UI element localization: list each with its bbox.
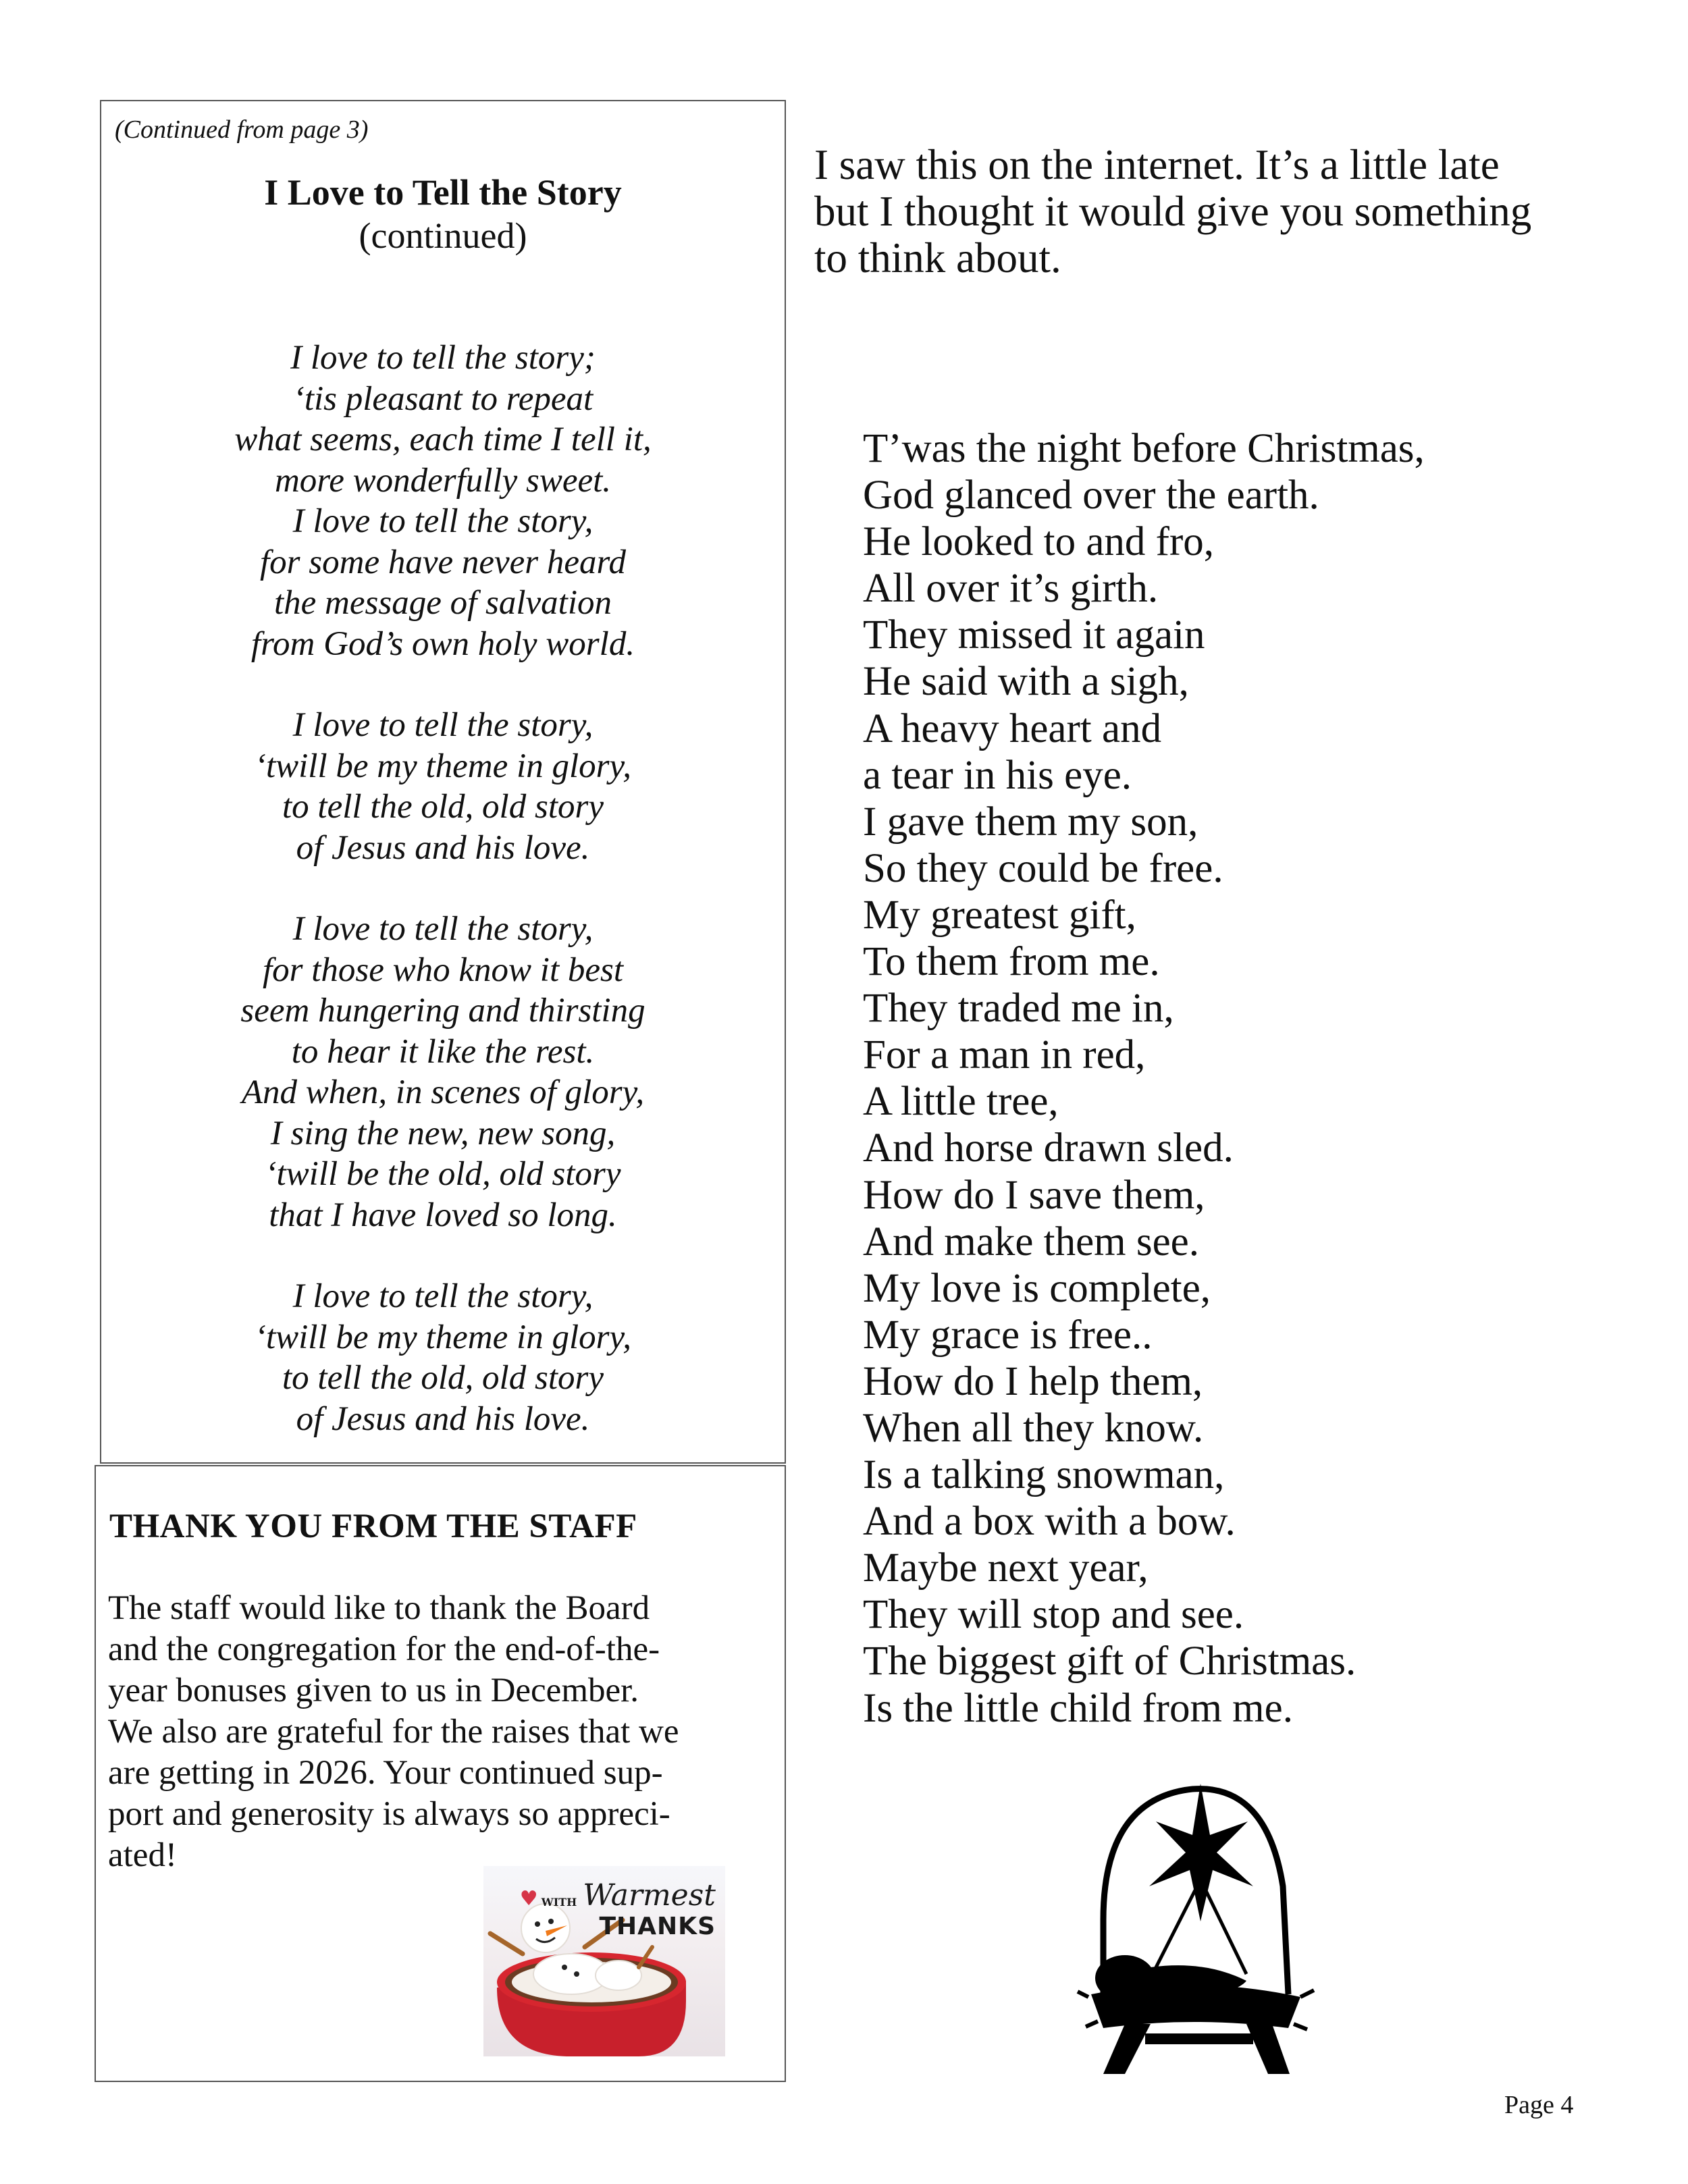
continued-from-note: (Continued from page 3) [115,115,369,144]
poem-line: How do I save them, [863,1172,1205,1218]
poem-line: My love is complete, [863,1265,1211,1311]
hymn-line: ‘twill be my theme in glory, [254,747,632,785]
poem-line: And a box with a bow. [863,1499,1236,1545]
warmest-label: Warmest [583,1878,716,1913]
poem-line: T’was the night before Christmas, [863,426,1425,471]
hymn-line: to tell the old, old story [282,1359,604,1397]
poem-line: They traded me in, [863,986,1174,1032]
poem-line: They will stop and see. [863,1592,1244,1638]
page-number: Page 4 [1504,2091,1574,2119]
warmest-thanks-lettering [519,1878,716,1940]
thanks-label: THANKS [599,1913,716,1940]
poem-line: He looked to and fro, [863,519,1215,565]
heart-icon: ♥ [519,1887,538,1911]
thanks-line: We also are grateful for the raises that we [108,1713,679,1751]
thanks-line: year bonuses given to us in December. [108,1672,639,1709]
hymn-line: to hear it like the rest. [291,1032,595,1071]
hymn-line: I love to tell the story, [292,706,594,744]
thanks-heading: THANK YOU FROM THE STAFF [109,1508,637,1545]
nativity-manger-icon [1024,1751,1352,2078]
warmest-thanks-snowman-image [483,1866,725,2056]
thanks-line: port and generosity is always so appreci- [108,1795,670,1833]
poem-line: a tear in his eye. [863,752,1132,798]
hymn-line: of Jesus and his love. [296,828,590,867]
poem-line: Maybe next year, [863,1545,1149,1591]
hymn-line: ‘twill be the old, old story [265,1155,621,1193]
hymn-line: of Jesus and his love. [296,1400,590,1438]
hymn-line: I love to tell the story, [292,1277,594,1315]
poem-line: Is the little child from me. [863,1685,1293,1731]
hymn-line: I love to tell the story, [292,910,594,948]
thanks-line: The staff would like to thank the Board [108,1589,650,1627]
poem-line: How do I help them, [863,1358,1203,1404]
poem-line: My grace is free.. [863,1312,1153,1358]
poem-line: The biggest gift of Christmas. [863,1639,1356,1684]
poem-line: All over it’s girth. [863,566,1159,612]
intro-paragraph [814,142,1652,282]
hymn-stanza-2 [101,705,785,868]
hymn-stanza-3 [101,909,785,1235]
poem-line: When all they know. [863,1405,1204,1451]
thanks-line: ated! [108,1836,177,1874]
poem-line: To them from me. [863,939,1160,985]
hymn-line: ‘tis pleasant to repeat [292,379,594,418]
thanks-line: and the congregation for the end-of-the- [108,1630,660,1668]
hymn-line: to tell the old, old story [282,788,604,826]
poem-line: Is a talking snowman, [863,1452,1225,1498]
poem-line: And horse drawn sled. [863,1125,1234,1171]
hymn-line: what seems, each time I tell it, [234,421,652,458]
hymn-line: I sing the new, new song, [270,1114,616,1152]
thanks-box [95,1465,786,2082]
thanks-body [108,1588,743,1876]
poem-line: A little tree, [863,1079,1059,1125]
poem-line: My greatest gift, [863,892,1136,938]
christmas-poem [863,425,1639,1732]
hymn-line: from God’s own holy world. [250,624,635,663]
hymn-line: for some have never heard [260,543,626,581]
poem-line: He said with a sigh, [863,659,1189,705]
hymn-line: the message of salvation [273,584,612,622]
intro-line: but I thought it would give you something [814,188,1532,235]
poem-line: A heavy heart and [863,705,1162,751]
story-subtitle: (continued) [359,215,527,256]
with-label: WITH [541,1895,577,1909]
hymn-line: for those who know it best [262,951,624,989]
story-title: I Love to Tell the Story [264,172,622,213]
hymn-line: I love to tell the story; [290,339,596,377]
poem-line: They missed it again [863,612,1205,658]
hymn-line: I love to tell the story, [292,502,594,540]
intro-line: I saw this on the internet. It’s a little late [814,141,1500,188]
hymn-lyrics [101,338,785,1480]
thanks-line: are getting in 2026. Your continued sup- [108,1754,663,1792]
hymn-stanza-1 [101,338,785,664]
hymn-line: seem hungering and thirsting [240,992,645,1030]
poem-line: I gave them my son, [863,799,1198,845]
hymn-stanza-4 [101,1276,785,1439]
poem-line: And make them see. [863,1219,1200,1264]
poem-line: God glanced over the earth. [863,473,1319,518]
poem-line: So they could be free. [863,845,1223,891]
intro-line: to think about. [814,234,1061,282]
hymn-line: that I have loved so long. [269,1196,617,1234]
poem-line: For a man in red, [863,1032,1146,1078]
hymn-line: And when, in scenes of glory, [241,1073,645,1111]
hymn-line: ‘twill be my theme in glory, [254,1318,632,1356]
hymn-line: more wonderfully sweet. [274,461,612,500]
story-box [100,100,786,1464]
